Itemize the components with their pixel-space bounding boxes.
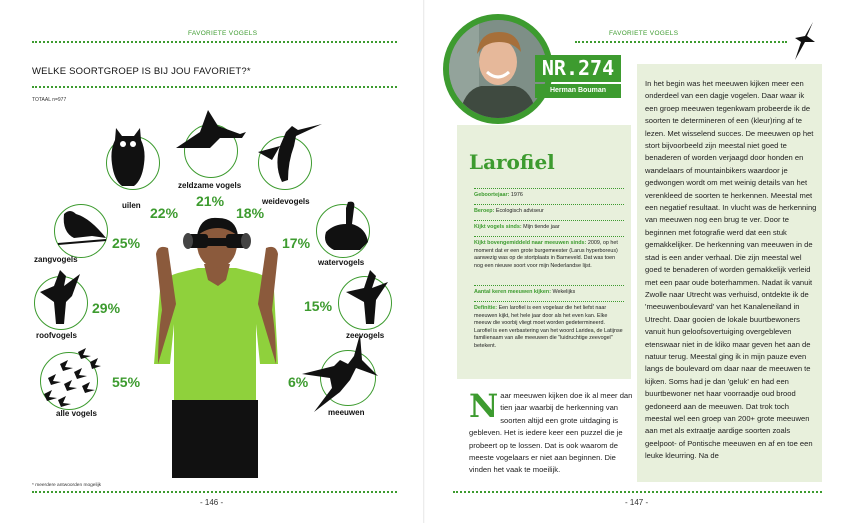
field-key: Geboortejaar:	[474, 192, 510, 198]
field-value: Mijn tiende jaar	[523, 224, 560, 230]
field-separator	[474, 236, 624, 237]
swift-icon	[793, 20, 817, 62]
uilen-percent: 22%	[150, 205, 179, 221]
total-count: TOTAAL n=977	[32, 97, 67, 103]
dotted-rule-bottom-right	[453, 491, 822, 493]
field-definition	[474, 305, 624, 351]
zeldzame-percent: 21%	[196, 193, 225, 209]
field-frequency	[474, 289, 624, 297]
roofvogels-label: roofvogels	[36, 331, 77, 340]
field-key: Kijkt bovengemiddeld naar meeuwen sinds:	[474, 240, 587, 246]
gull-icon	[300, 330, 380, 414]
field-separator	[474, 285, 624, 286]
watervogels-label: watervogels	[318, 258, 365, 267]
drop-cap: N	[469, 387, 499, 425]
field-separator	[474, 220, 624, 221]
dotted-rule-top-right	[575, 41, 787, 43]
portrait-photo	[449, 20, 547, 118]
page-question: WELKE SOORTGROEP IS BIJ JOU FAVORIET?*	[32, 66, 251, 77]
watervogels-percent: 17%	[282, 235, 311, 251]
page-number-right: - 147 -	[625, 498, 649, 507]
profile-number: NR.274	[535, 55, 621, 82]
alle-vogels-percent: 55%	[112, 374, 141, 390]
field-separator	[474, 204, 624, 205]
goose-icon	[318, 198, 370, 256]
intro-paragraph	[469, 387, 634, 477]
meeuwen-percent: 6%	[288, 374, 309, 390]
flock-icon	[38, 346, 104, 412]
alle-vogels-label: alle vogels	[56, 409, 97, 418]
field-value: 1976	[510, 192, 523, 198]
field-value: Ecologisch adviseur	[495, 208, 544, 214]
field-value: 2009, op het moment dat er een grote burgemeester (Larus hyperboreus) aanwezig was op de stortplaats in Barneveld. Dat was toen nog een nieuwe soort voor mijn Nederlandse lijst.	[474, 240, 618, 269]
birdwatcher-illustration	[152, 214, 282, 478]
field-separator	[474, 301, 624, 302]
field-key: Aantal keren meeuwen kijken:	[474, 289, 551, 295]
seabird-icon	[340, 266, 392, 328]
dotted-rule-question	[32, 86, 397, 88]
intro-text: aar meeuwen kijken doe ik al meer dan tien jaar waarbij de herkenning van soorten altijd een grote uitdaging is gebleven. Het is iedere keer een puzzel die je probeert op te lossen. Dat is ook waarom de meeste vogelaars er niet aan beginnen. Die vinden het vaak te moeilijk.	[469, 391, 633, 475]
footnote: * meerdere antwoorden mogelijk	[32, 483, 102, 488]
godwit-icon	[252, 116, 324, 188]
roofvogels-percent: 29%	[92, 300, 121, 316]
person-name: Herman Bouman	[535, 84, 621, 98]
owl-icon	[108, 124, 148, 190]
field-profession	[474, 208, 624, 216]
dotted-rule-bottom	[32, 491, 397, 493]
songbird-icon	[56, 204, 108, 250]
meeuwen-label: meeuwen	[328, 408, 365, 417]
weidevogels-percent: 18%	[236, 205, 265, 221]
right-page	[425, 0, 850, 523]
field-value: Wekelijks	[552, 289, 576, 295]
page-number-left: - 146 -	[200, 498, 224, 507]
running-head-left: FAVORIETE VOGELS	[188, 30, 258, 37]
running-head-right: FAVORIETE VOGELS	[609, 30, 679, 37]
field-key: Beroep:	[474, 208, 495, 214]
uilen-label: uilen	[122, 201, 141, 210]
dotted-rule-top	[32, 41, 397, 43]
field-key: Definitie:	[474, 305, 498, 311]
field-separator	[474, 188, 624, 189]
rare-bird-icon	[170, 104, 248, 154]
main-column-text: In het begin was het meeuwen kijken meer een onderdeel van een dagje vogelen. Daar waar ik een groep meeuwen tegenkwam probeerde ik de soorten te determineren of een (kleur)ring af te lezen. Met wisselend succes. De meeuwen op het stort bijvoorbeeld zijn meestal niet goed te benaderen of worden verjaagd door honden en wandelaars of mountainbikers waardoor je gedwongen wordt om met weinig details van het verenkleed de soorten te herkennen. Meestal met een negatief resultaat. In vlucht was de herkenning van meeuwen nog een brug te ver. Door te beginnen met fotografie werd dat een stuk gemakkelijker. De herkenning van meeuwen in de stad is een ander verhaal. Die zijn meestal wel goed te benaderen of worden gemakkelijk verleid met een paar oude boterhammen. Nadat ik vanuit Zwolle naar Utrecht was verhuisd, ontdekte ik de 'meeuwenboulevard' van het Kanaleneiland in Utrecht. Daar gooien de lokale buurtbewoners vanuit hun geloofsovertuiging overgebleven etenswaar niet in de kliko maar geven het aan de natuur terug. Meestal ging ik in mijn pauze even langs de boulevard om daar naar de meeuwen te kijken. Soms had je dan 'geluk' en had een buurtbewoner net haar voorraadje oud brood gedoneerd aan de meeuwen. Dat trok toch meestal wel een groep van 200+ grote meeuwen aan met als extraatje aardige soorten zoals geelpoot- of Pontische meeuwen en af en toe een leuke kleurring. Na de	[645, 79, 817, 461]
weidevogels-label: weidevogels	[262, 197, 310, 206]
zeevogels-label: zeevogels	[346, 331, 385, 340]
person-photo-icon	[449, 20, 547, 118]
field-value: Een larofiel is een vogelaar die het liefst naar meeuwen kijkt, het hele jaar door als het even kan. Elke meeuw die voorbij vliegt moet worden gedetermineerd. Larofiel is een verbastering van het woord Laridea, de Latijnse familienaam van alle meeuwen die "luidruchtige zeevogel" betekent.	[474, 305, 623, 349]
profile-title: Larofiel	[469, 150, 555, 174]
zangvogels-label: zangvogels	[34, 255, 78, 264]
zeevogels-percent: 15%	[304, 298, 333, 314]
field-watching-since	[474, 224, 624, 232]
field-gulls-since	[474, 240, 624, 270]
field-birth-year	[474, 192, 624, 200]
field-key: Kijkt vogels sinds:	[474, 224, 522, 230]
raptor-icon	[36, 266, 84, 328]
zeldzame-label: zeldzame vogels	[178, 181, 242, 190]
zangvogels-percent: 25%	[112, 235, 141, 251]
